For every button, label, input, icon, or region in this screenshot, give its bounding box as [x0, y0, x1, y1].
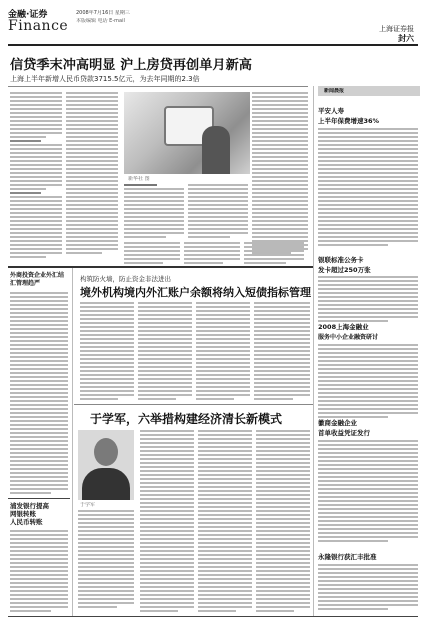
sidebar-item-3 [318, 322, 418, 341]
sidebar-item-1 [318, 106, 418, 125]
left-box-2-body [10, 530, 68, 614]
left-box-2-subheading: 网银转账 [10, 510, 36, 518]
sidebar-item-2-body [318, 276, 418, 324]
left-box-3-heading: 人民币转账 [10, 518, 43, 526]
lead-rule [8, 86, 308, 87]
sidebar-item-5 [318, 552, 418, 561]
left-box-1-title: 外商投资企业外汇结汇管理趋严 [10, 272, 65, 287]
sidebar-item-5-body [318, 564, 418, 612]
lead-continuation-2 [184, 242, 240, 266]
lead-column-1 [10, 92, 62, 260]
interview-column-1 [140, 430, 194, 614]
sidebar-banner-text: 新闻晨报 [324, 88, 345, 94]
portrait-head-shape [94, 438, 118, 466]
sidebar-item-title: 银联标准公务卡 [318, 256, 364, 264]
lead-headline: 信贷季末冲高明显 沪上房贷再创单月新高 [10, 58, 252, 73]
left-box-1-body [10, 292, 68, 496]
section-rule [8, 266, 313, 268]
masthead-rule [8, 44, 418, 46]
lead-column-3 [124, 184, 184, 240]
left-box-rule [8, 498, 70, 499]
left-column-divider [72, 268, 73, 616]
paper-name: 上海证券报 [379, 25, 414, 33]
section-title: 金融·证券 [8, 10, 48, 20]
bottom-rule [8, 616, 418, 617]
lead-column-5 [252, 92, 308, 256]
sidebar-item-4 [318, 418, 418, 437]
sidebar-item-4-body [318, 440, 418, 544]
lead-continuation-3 [244, 242, 304, 266]
interview-caption-body [78, 510, 134, 610]
lead-photo [124, 92, 250, 174]
sidebar-item-title: 平安人寿 [318, 107, 344, 115]
feature-kicker: 构筑防火墙，防止资金非法进出 [80, 275, 171, 283]
sidebar-banner [318, 86, 420, 96]
left-box-2-heading: 浦发银行提高 [10, 502, 49, 510]
interview-column-2 [198, 430, 252, 614]
interview-rule [74, 404, 313, 405]
portrait-shoulders-shape [82, 468, 130, 500]
feature-column-1 [80, 302, 134, 402]
sidebar-item-subtitle: 上半年保费增速36% [318, 117, 380, 125]
sidebar-item-3-body [318, 344, 418, 420]
editor-line: 本版编辑 电话 E-mail [76, 18, 125, 24]
lead-subhead: 上海上半年新增人民币贷款3715.5亿元，为去年同期的2.3倍 [10, 75, 200, 83]
photo-figure-shape [202, 126, 230, 174]
sidebar-item-title: 徽商金融企业 [318, 419, 357, 427]
lead-column-4 [188, 184, 248, 240]
sidebar-item-title: 2008上海金融业 [318, 323, 369, 331]
interview-photo-caption: 于学军 [80, 502, 96, 508]
masthead [8, 6, 422, 42]
page-label: 封六 [398, 34, 414, 43]
interview-headline: 于学军，六举措构建经济清长新模式 [90, 412, 283, 426]
left-box-2-title [10, 502, 70, 526]
sidebar-item-subtitle: 服务中小企业融资研讨 [318, 334, 379, 341]
sidebar-item-1-body [318, 128, 418, 248]
interview-photo [78, 430, 134, 500]
feature-headline: 境外机构境内外汇账户余额将纳入短债指标管理 [80, 286, 311, 299]
lead-photo-caption: 新华社 图 [128, 176, 150, 182]
feature-column-2 [138, 302, 192, 402]
issue-date: 2008年7月16日 星期三 [76, 10, 130, 16]
column-divider [313, 86, 314, 616]
lead-column-2 [66, 92, 118, 256]
sidebar-item-subtitle: 首单收益凭证发行 [318, 429, 370, 437]
sidebar-item-2 [318, 255, 418, 274]
section-english: Finance [8, 18, 69, 34]
feature-column-4 [254, 302, 310, 402]
sidebar-item-subtitle: 发卡超过250万张 [318, 266, 371, 274]
lead-continuation-1 [124, 242, 180, 266]
feature-column-3 [196, 302, 250, 402]
interview-column-3 [256, 430, 310, 614]
sidebar-item-title: 永隆银行获汇丰批准 [318, 553, 377, 561]
